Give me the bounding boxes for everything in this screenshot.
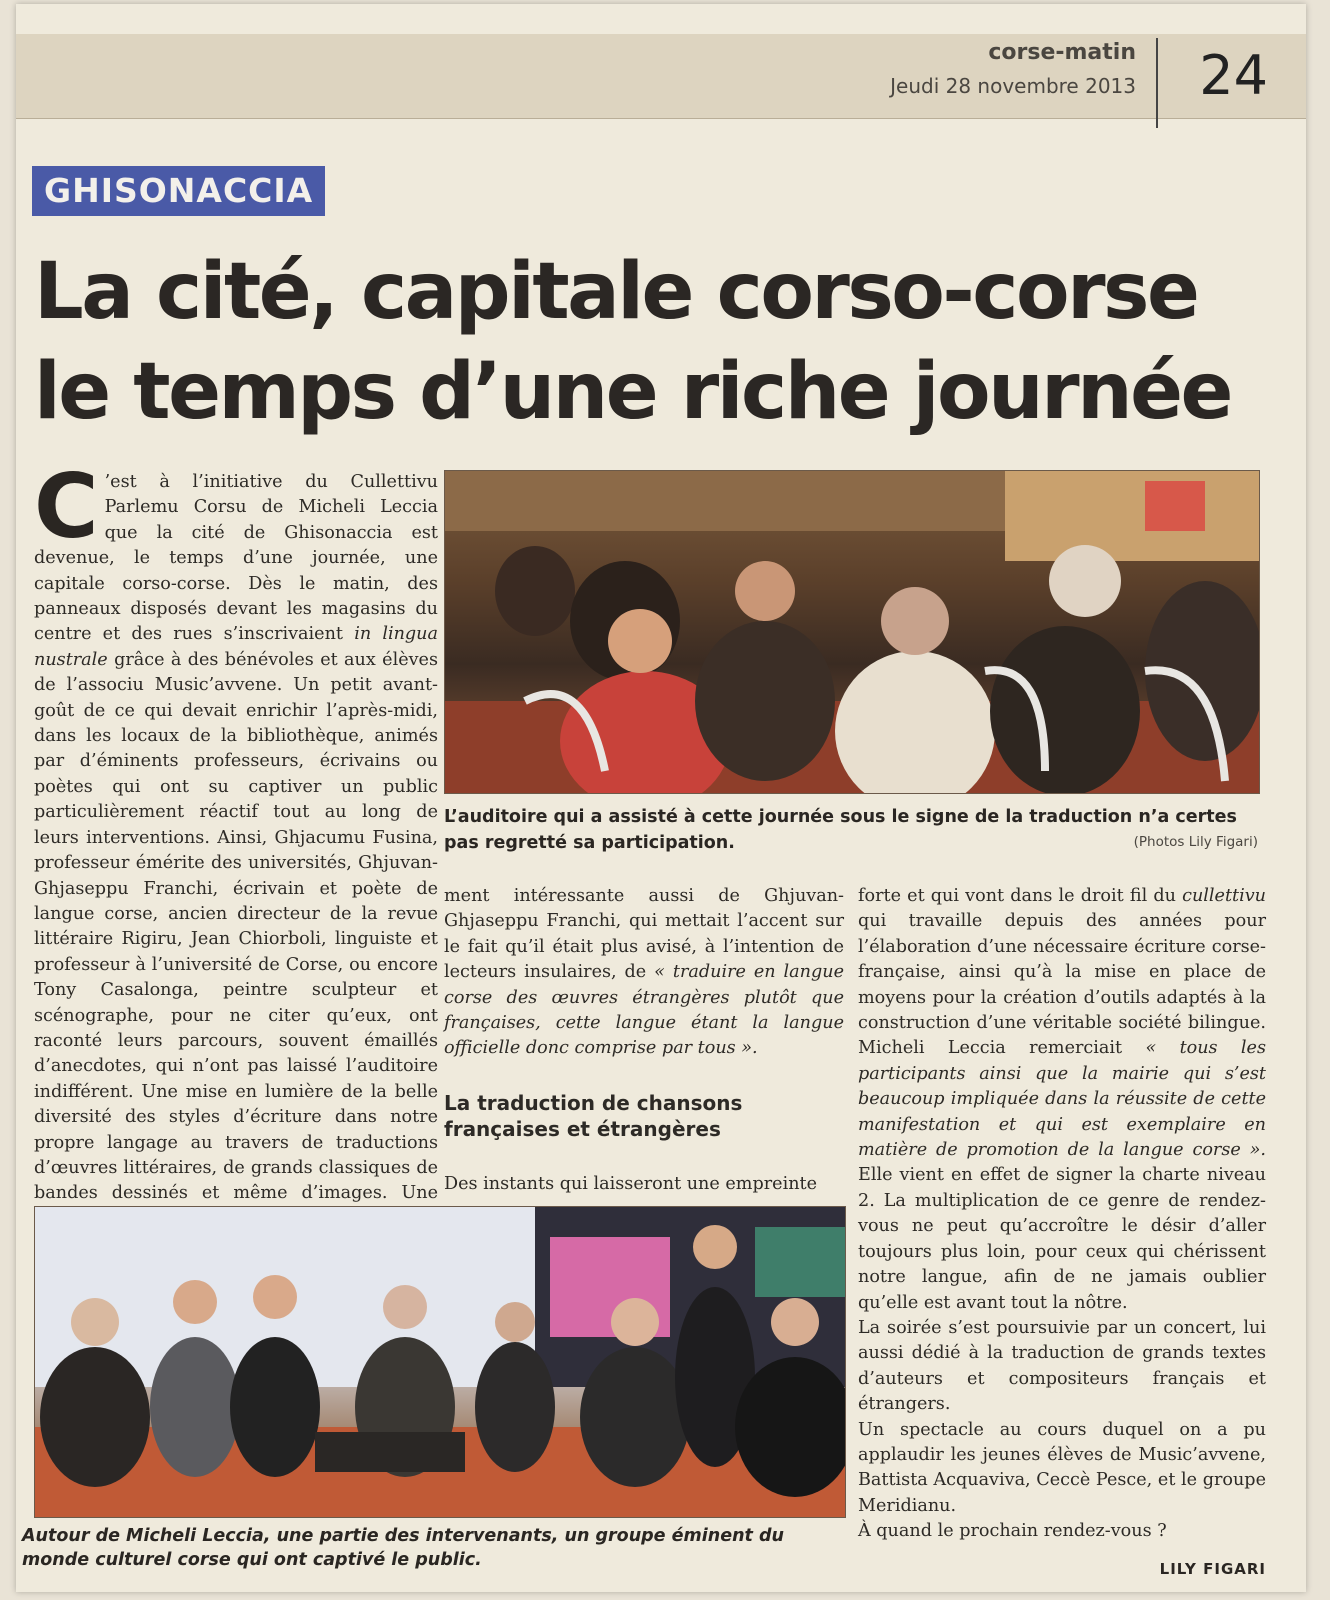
photo-caption: L’auditoire qui a assisté à cette journée sous le signe de la traduction n’a certes pas regretté sa participation. [444, 807, 1237, 853]
issue-date: Jeudi 28 novembre 2013 [890, 74, 1136, 98]
paragraph: Des instants qui laisseront une empreinte [444, 1173, 818, 1194]
subheading: La traduction de chansons françaises et étrangères [444, 1090, 743, 1141]
masthead [16, 34, 1306, 119]
text-run: ment intéressante aussi de Ghjuvan-Ghjaseppu Franchi, qui mettait l’accent sur le fait qu’il était plus avisé, à l’intention de lecteurs insulaires, de [444, 886, 844, 983]
audience-illustration [445, 471, 1259, 793]
paragraph: Un spectacle au cours duquel on a pu applaudir les jeunes élèves de Music’avvene, Battista Acquaviva, Ceccè Pesce, et le groupe Meridianu. [858, 1419, 1266, 1516]
text-run: Elle vient en effet de signer la charte niveau 2. La multiplication de ce genre de rendez-vous ne peut qu’accroître le désir d’aller toujours plus loin, pour ceux qui chérissent notre langue, afin de ne jamais oublier qu’elle est avant tout la nôtre. [858, 1165, 1266, 1313]
newspaper-page [16, 4, 1306, 1592]
drop-cap: C [34, 455, 99, 558]
text-run: forte et qui vont dans le droit fil du [858, 886, 1183, 906]
italic-text: « tous les participants ainsi que la mairie qui s’est beaucoup impliquée dans la réussite de cette manifestation et qui est exemplaire en matière de promotion de la langue corse ». [858, 1038, 1266, 1161]
photo-credit: (Photos Lily Figari) [1133, 834, 1258, 850]
masthead-divider [1156, 38, 1158, 128]
article-column-1 [34, 455, 439, 1232]
page-number: 24 [1199, 44, 1268, 107]
italic-text: « traduire en langue corse des œuvres étrangères plutôt que françaises, cette langue étant la langue officielle donc comprise par tous ». [444, 962, 844, 1059]
paragraph [34, 455, 439, 1232]
text-run: ’est à l’initiative du Cullettivu Parlemu Corsu de Micheli Leccia que la cité de Ghisonaccia est devenue, le temps d’une journée, une capitale corso-corse. Dès le matin, des panneaux disposés devant les magasins du centre et des rues s’inscrivaient [34, 472, 438, 645]
speakers-photo [34, 1206, 846, 1518]
headline-line-2: le temps d’une riche journée [34, 347, 1231, 437]
paragraph: La soirée s’est poursuivie par un concert, lui aussi dédié à la traduction de grands textes d’auteurs et compositeurs français et étrangers. [858, 1317, 1266, 1415]
paragraph [444, 884, 844, 1062]
headline-line-1: La cité, capitale corso-corse [34, 247, 1198, 337]
article-column-3 [858, 884, 1266, 1545]
article-column-2 [444, 884, 844, 1197]
italic-text: in lingua nustrale [34, 624, 439, 670]
audience-photo [444, 470, 1260, 794]
text-run: grâce à des bénévoles et aux élèves de l’associu Music’avvene. Un petit avant-goût de ce qui devait enrichir l’après-midi, dans les locaux de la bibliothèque, animés par d’éminents professeurs, écrivains ou poètes qui ont su captiver un public particulièrement réactif tout au long de leurs interventions. Ainsi, Ghjacumu Fusina, professeur émérite des universités, Ghjuvan-Ghjaseppu Franchi, écrivain et poète de langue corse, ancien directeur de la revue littéraire Rigiru, Jean Chiorboli, linguiste et professeur à l’université de Corse, ou encore Tony Casalonga, peintre sculpteur et scénographe, pour ne citer qu’eux, ont raconté leurs parcours, souvent émaillés d’anecdotes, qui n’ont pas laissé l’auditoire indifférent. Une mise en lumière de la belle diversité des styles d’écriture dans notre propre langage au travers de traductions d’œuvres littéraires, de grands classiques de bandes dessinés et même d’images. Une [34, 649, 438, 1204]
byline: LILY FIGARI [1159, 1560, 1266, 1578]
text-run: qui travaille depuis des années pour l’élaboration d’une nécessaire écriture corse-française, ainsi qu’à la mise en place de moyens pour la création d’outils adaptés à la construction d’une véritable société bilingue. Micheli Leccia remerciait [858, 911, 1266, 1059]
headline [34, 242, 1294, 442]
speakers-illustration [35, 1207, 845, 1517]
section-rubric: GHISONACCIA [32, 166, 325, 216]
italic-text: cullettivu [1182, 886, 1266, 906]
paragraph [858, 884, 1266, 1316]
paper-name: corse-matin [988, 40, 1136, 65]
photo-caption: Autour de Micheli Leccia, une partie des intervenants, un groupe éminent du monde culturel corse qui ont captivé le public. [22, 1526, 784, 1570]
paragraph: À quand le prochain rendez-vous ? [858, 1521, 1167, 1542]
